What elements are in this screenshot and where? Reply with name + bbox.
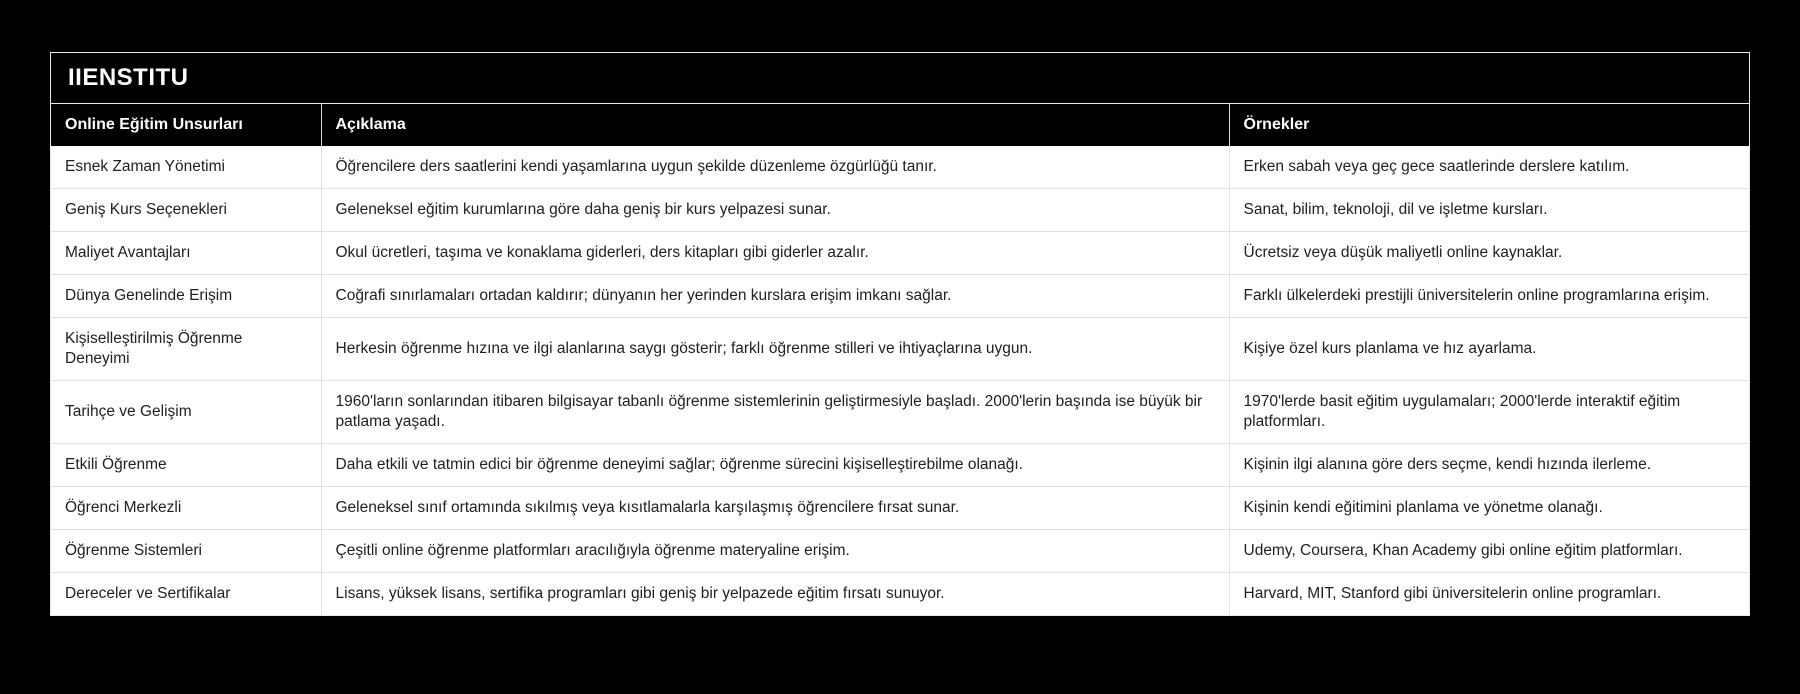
table-cell: Coğrafi sınırlamaları ortadan kaldırır; dünyanın her yerinden kurslara erişim imkanı sağlar. <box>321 275 1229 318</box>
page-title: IIENSTITU <box>68 64 189 91</box>
table-cell: 1960'ların sonlarından itibaren bilgisayar tabanlı öğrenme sistemlerinin geliştirmesiyle başladı. 2000'lerin başında ise büyük bir patlama yaşadı. <box>321 381 1229 444</box>
table-body <box>51 146 1749 615</box>
table-cell: Etkili Öğrenme <box>51 444 321 487</box>
table-header-row <box>51 104 1749 146</box>
table-cell: Erken sabah veya geç gece saatlerinde derslere katılım. <box>1229 146 1749 189</box>
education-table <box>51 104 1749 615</box>
table-cell: Udemy, Coursera, Khan Academy gibi online eğitim platformları. <box>1229 530 1749 573</box>
table-cell: Çeşitli online öğrenme platformları aracılığıyla öğrenme materyaline erişim. <box>321 530 1229 573</box>
column-header-unsurlar: Online Eğitim Unsurları <box>51 104 321 146</box>
table-row <box>51 444 1749 487</box>
table-row <box>51 573 1749 616</box>
column-header-aciklama: Açıklama <box>321 104 1229 146</box>
table-cell: Öğrencilere ders saatlerini kendi yaşamlarına uygun şekilde düzenleme özgürlüğü tanır. <box>321 146 1229 189</box>
column-header-ornekler: Örnekler <box>1229 104 1749 146</box>
table-cell: Geleneksel sınıf ortamında sıkılmış veya kısıtlamalarla karşılaşmış öğrencilere fırsat sunar. <box>321 487 1229 530</box>
table-row <box>51 232 1749 275</box>
card-title-bar <box>51 53 1749 104</box>
table-cell: Maliyet Avantajları <box>51 232 321 275</box>
content-card <box>50 52 1750 616</box>
table-cell: Sanat, bilim, teknoloji, dil ve işletme kursları. <box>1229 189 1749 232</box>
table-cell: Kişiye özel kurs planlama ve hız ayarlama. <box>1229 318 1749 381</box>
table-cell: Harvard, MIT, Stanford gibi üniversitelerin online programları. <box>1229 573 1749 616</box>
table-cell: Daha etkili ve tatmin edici bir öğrenme deneyimi sağlar; öğrenme sürecini kişiselleştirebilme olanağı. <box>321 444 1229 487</box>
table-row <box>51 487 1749 530</box>
table-cell: Kişinin ilgi alanına göre ders seçme, kendi hızında ilerleme. <box>1229 444 1749 487</box>
table-cell: Kişiselleştirilmiş Öğrenme Deneyimi <box>51 318 321 381</box>
table-cell: Herkesin öğrenme hızına ve ilgi alanlarına saygı gösterir; farklı öğrenme stilleri ve ihtiyaçlarına uygun. <box>321 318 1229 381</box>
table-row <box>51 275 1749 318</box>
table-row <box>51 146 1749 189</box>
table-cell: Tarihçe ve Gelişim <box>51 381 321 444</box>
table-row <box>51 530 1749 573</box>
table-cell: Öğrenci Merkezli <box>51 487 321 530</box>
table-cell: Kişinin kendi eğitimini planlama ve yönetme olanağı. <box>1229 487 1749 530</box>
table-cell: Geniş Kurs Seçenekleri <box>51 189 321 232</box>
table-row <box>51 189 1749 232</box>
table-row <box>51 318 1749 381</box>
table-cell: Ücretsiz veya düşük maliyetli online kaynaklar. <box>1229 232 1749 275</box>
table-cell: Geleneksel eğitim kurumlarına göre daha geniş bir kurs yelpazesi sunar. <box>321 189 1229 232</box>
table-row <box>51 381 1749 444</box>
table-cell: Lisans, yüksek lisans, sertifika programları gibi geniş bir yelpazede eğitim fırsatı sunuyor. <box>321 573 1229 616</box>
table-cell: Dereceler ve Sertifikalar <box>51 573 321 616</box>
table-cell: Esnek Zaman Yönetimi <box>51 146 321 189</box>
table-cell: Okul ücretleri, taşıma ve konaklama giderleri, ders kitapları gibi giderler azalır. <box>321 232 1229 275</box>
table-cell: 1970'lerde basit eğitim uygulamaları; 2000'lerde interaktif eğitim platformları. <box>1229 381 1749 444</box>
table-cell: Farklı ülkelerdeki prestijli üniversitelerin online programlarına erişim. <box>1229 275 1749 318</box>
table-cell: Öğrenme Sistemleri <box>51 530 321 573</box>
table-cell: Dünya Genelinde Erişim <box>51 275 321 318</box>
